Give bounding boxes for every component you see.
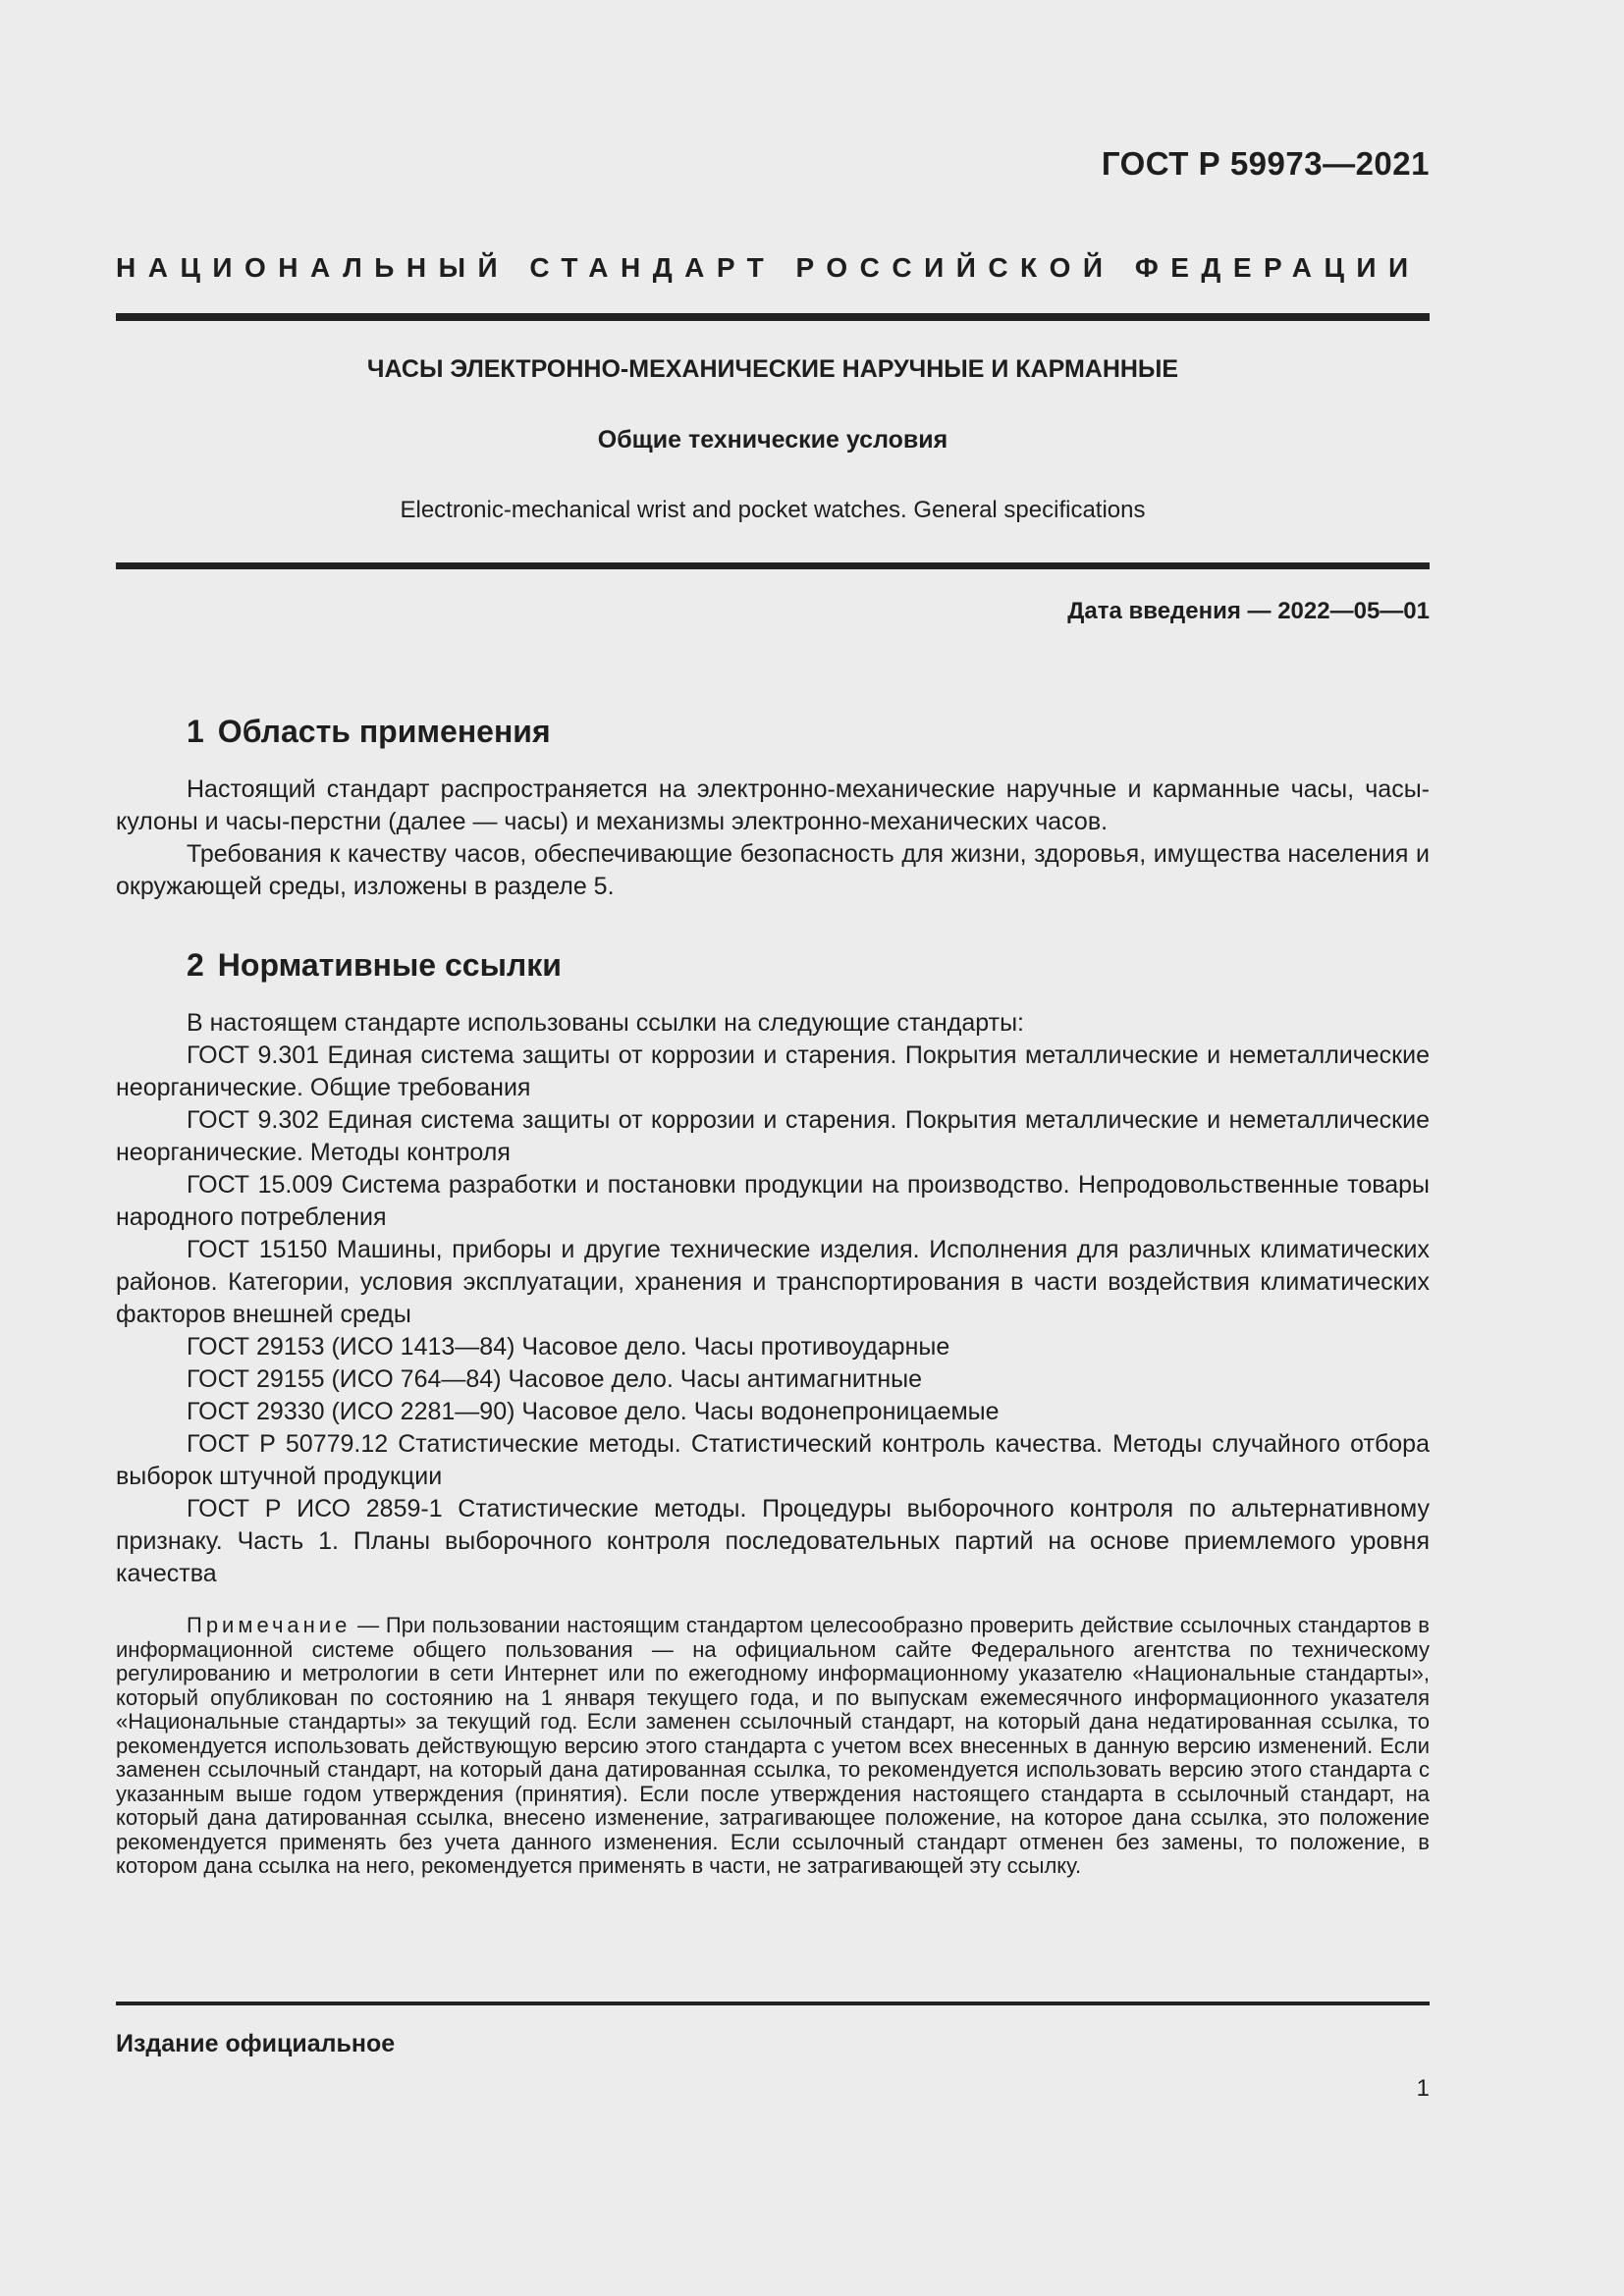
edition-label: Издание официальное xyxy=(116,2030,396,2057)
section-1-heading xyxy=(187,714,551,750)
page-number: 1 xyxy=(1416,2075,1430,2102)
reference-item: ГОСТ 15.009 Система разработки и постановки продукции на производство. Непродовольственные товары народного потребления xyxy=(116,1171,1430,1231)
reference-item: ГОСТ 29153 (ИСО 1413—84) Часовое дело. Часы противоударные xyxy=(187,1333,950,1361)
note-paragraph xyxy=(116,1614,1430,1879)
reference-item: ГОСТ 29155 (ИСО 764—84) Часовое дело. Часы антимагнитные xyxy=(187,1365,923,1393)
document-title: ЧАСЫ ЭЛЕКТРОННО-МЕХАНИЧЕСКИЕ НАРУЧНЫЕ И КАРМАННЫЕ xyxy=(366,355,1179,383)
top-rule xyxy=(116,313,1430,321)
section-2-body xyxy=(116,1007,1430,1590)
national-standard-heading: НАЦИОНАЛЬНЫЙ СТАНДАРТ РОССИЙСКОЙ ФЕДЕРАЦИИ xyxy=(116,252,1421,283)
reference-item: ГОСТ 29330 (ИСО 2281—90) Часовое дело. Часы водонепроницаемые xyxy=(187,1398,1000,1425)
section-2-number: 2 xyxy=(187,947,204,983)
reference-item: ГОСТ 15150 Машины, приборы и другие технические изделия. Исполнения для различных климатических районов. Категории, условия эксплуатации, хранения и транспортирования в части воздействия климатических факторов внешней среды xyxy=(116,1236,1430,1328)
reference-item: ГОСТ 9.301 Единая система защиты от коррозии и старения. Покрытия металлические и неметаллические неорганические. Общие требования xyxy=(116,1041,1430,1101)
section-1-number: 1 xyxy=(187,714,204,749)
section-2-intro: В настоящем стандарте использованы ссылки на следующие стандарты: xyxy=(187,1009,1025,1037)
document-title-english: Electronic-mechanical wrist and pocket watches. General specifications xyxy=(400,497,1146,523)
reference-item: ГОСТ Р ИСО 2859-1 Статистические методы. Процедуры выборочного контроля по альтернативному признаку. Часть 1. Планы выборочного контроля последовательных партий на основе приемлемого уровня качества xyxy=(116,1495,1430,1587)
footer-rule xyxy=(116,2002,1430,2005)
note-block xyxy=(116,1614,1430,1879)
section-1-paragraph: Требования к качеству часов, обеспечивающие безопасность для жизни, здоровья, имущества населения и окружающей среды, изложены в разделе 5. xyxy=(116,840,1430,900)
reference-item: ГОСТ Р 50779.12 Статистические методы. Статистический контроль качества. Методы случайного отбора выборок штучной продукции xyxy=(116,1430,1430,1490)
section-2-heading xyxy=(187,947,562,984)
note-text: — При пользовании настоящим стандартом целесообразно проверить действие ссылочных стандартов в информационной системе общего пользования — на официальном сайте Федерального агентства по техническому регулированию и метрологии в сети Интернет или по ежегодному информационному указателю «Национальные стандарты», который опубликован по состоянию на 1 января текущего года, и по выпускам ежемесячного информационного указателя «Национальные стандарты» за текущий год. Если заменен ссылочный стандарт, на который дана недатированная ссылка, то рекомендуется использовать действующую версию этого стандарта с учетом всех внесенных в данную версию изменений. Если заменен ссылочный стандарт, на который дана датированная ссылка, то рекомендуется использовать версию этого стандарта с указанным выше годом утверждения (принятия). Если после утверждения настоящего стандарта в ссылочный стандарт, на который дана датированная ссылка, внесено изменение, затрагивающее положение, на которое дана ссылка, это положение рекомендуется применять без учета данного изменения. Если ссылочный стандарт отменен без замены, то положение, в котором дана ссылка на него, рекомендуется применять в части, не затрагивающей эту ссылку. xyxy=(116,1613,1430,1878)
introduction-date: Дата введения — 2022—05—01 xyxy=(1067,598,1430,624)
section-2-title: Нормативные ссылки xyxy=(217,947,562,983)
section-1-title: Область применения xyxy=(217,714,551,749)
document-number: ГОСТ Р 59973—2021 xyxy=(1101,145,1430,182)
document-subtitle: Общие технические условия xyxy=(597,426,948,454)
section-1-body xyxy=(116,774,1430,903)
note-label: Примечание xyxy=(187,1613,352,1637)
reference-item: ГОСТ 9.302 Единая система защиты от коррозии и старения. Покрытия металлические и неметаллические неорганические. Методы контроля xyxy=(116,1106,1430,1166)
title-bottom-rule xyxy=(116,562,1430,569)
section-1-paragraph: Настоящий стандарт распространяется на электронно-механические наручные и карманные часы, часы-кулоны и часы-перстни (далее — часы) и механизмы электронно-механических часов. xyxy=(116,775,1430,835)
